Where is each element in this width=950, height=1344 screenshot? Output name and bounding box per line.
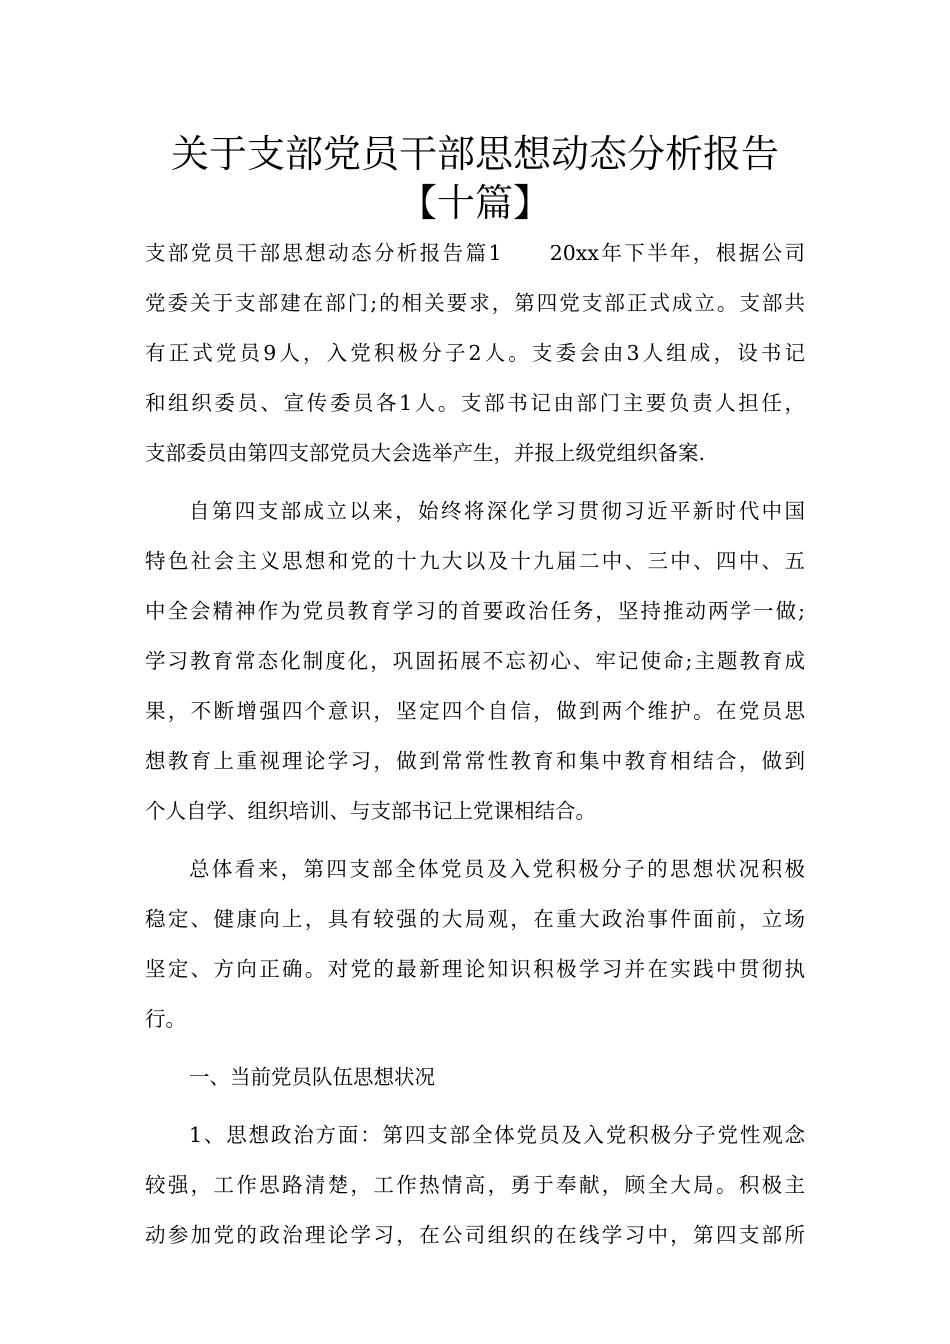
document-body [145,228,805,1260]
document-title: 关于支部党员干部思想动态分析报告 [170,132,779,176]
text-line: 个人自学、组织培训、与支部书记上党课相结合。 [145,799,596,823]
text-line: 稳定、健康向上，具有较强的大局观，在重大政治事件面前，立场 [145,907,805,931]
text-line: 坚定、方向正确。对党的最新理论知识积极学习并在实践中贯彻执 [145,957,805,981]
text-line: 和组织委员、宣传委员各1人。支部书记由部门主要负责人担任， [145,391,805,415]
text-line: 特色社会主义思想和党的十九大以及十九届二中、三中、四中、五 [145,549,805,573]
text-line: 1、思想政治方面：第四支部全体党员及入党积极分子党性观念 [189,1123,805,1147]
paragraph-summary [145,844,805,1044]
text-line: 想教育上重视理论学习，做到常常性教育和集中教育相结合，做到 [145,749,805,773]
text-line: 支部委员由第四支部党员大会选举产生，并报上级党组织备案. [145,441,706,465]
text-line: 支部党员干部思想动态分析报告篇1 20xx年下半年，根据公司 [145,241,805,265]
text-line: 学习教育常态化制度化，巩固拓展不忘初心、牢记使命;主题教育成 [145,649,805,673]
document-title-suffix: 【十篇】 [398,181,551,225]
paragraph-intro [145,228,805,478]
paragraph-study [145,486,805,836]
text-line: 行。 [145,1007,186,1031]
text-line: 党委关于支部建在部门;的相关要求，第四党支部正式成立。支部共 [145,291,805,315]
paragraph-ideology [145,1110,805,1260]
text-line: 总体看来，第四支部全体党员及入党积极分子的思想状况积极 [189,857,805,881]
text-line: 中全会精神作为党员教育学习的首要政治任务，坚持推动两学一做; [145,599,805,623]
text-line: 自第四支部成立以来，始终将深化学习贯彻习近平新时代中国 [189,499,805,523]
text-line: 果，不断增强四个意识，坚定四个自信，做到两个维护。在党员思 [145,699,805,723]
text-line: 较强，工作思路清楚，工作热情高，勇于奉献，顾全大局。积极主 [145,1173,805,1197]
section-heading: 一、当前党员队伍思想状况 [189,1065,435,1089]
text-line: 动参加党的政治理论学习，在公司组织的在线学习中，第四支部所 [145,1223,805,1247]
text-line: 有正式党员9人，入党积极分子2人。支委会由3人组成，设书记 [145,341,805,365]
